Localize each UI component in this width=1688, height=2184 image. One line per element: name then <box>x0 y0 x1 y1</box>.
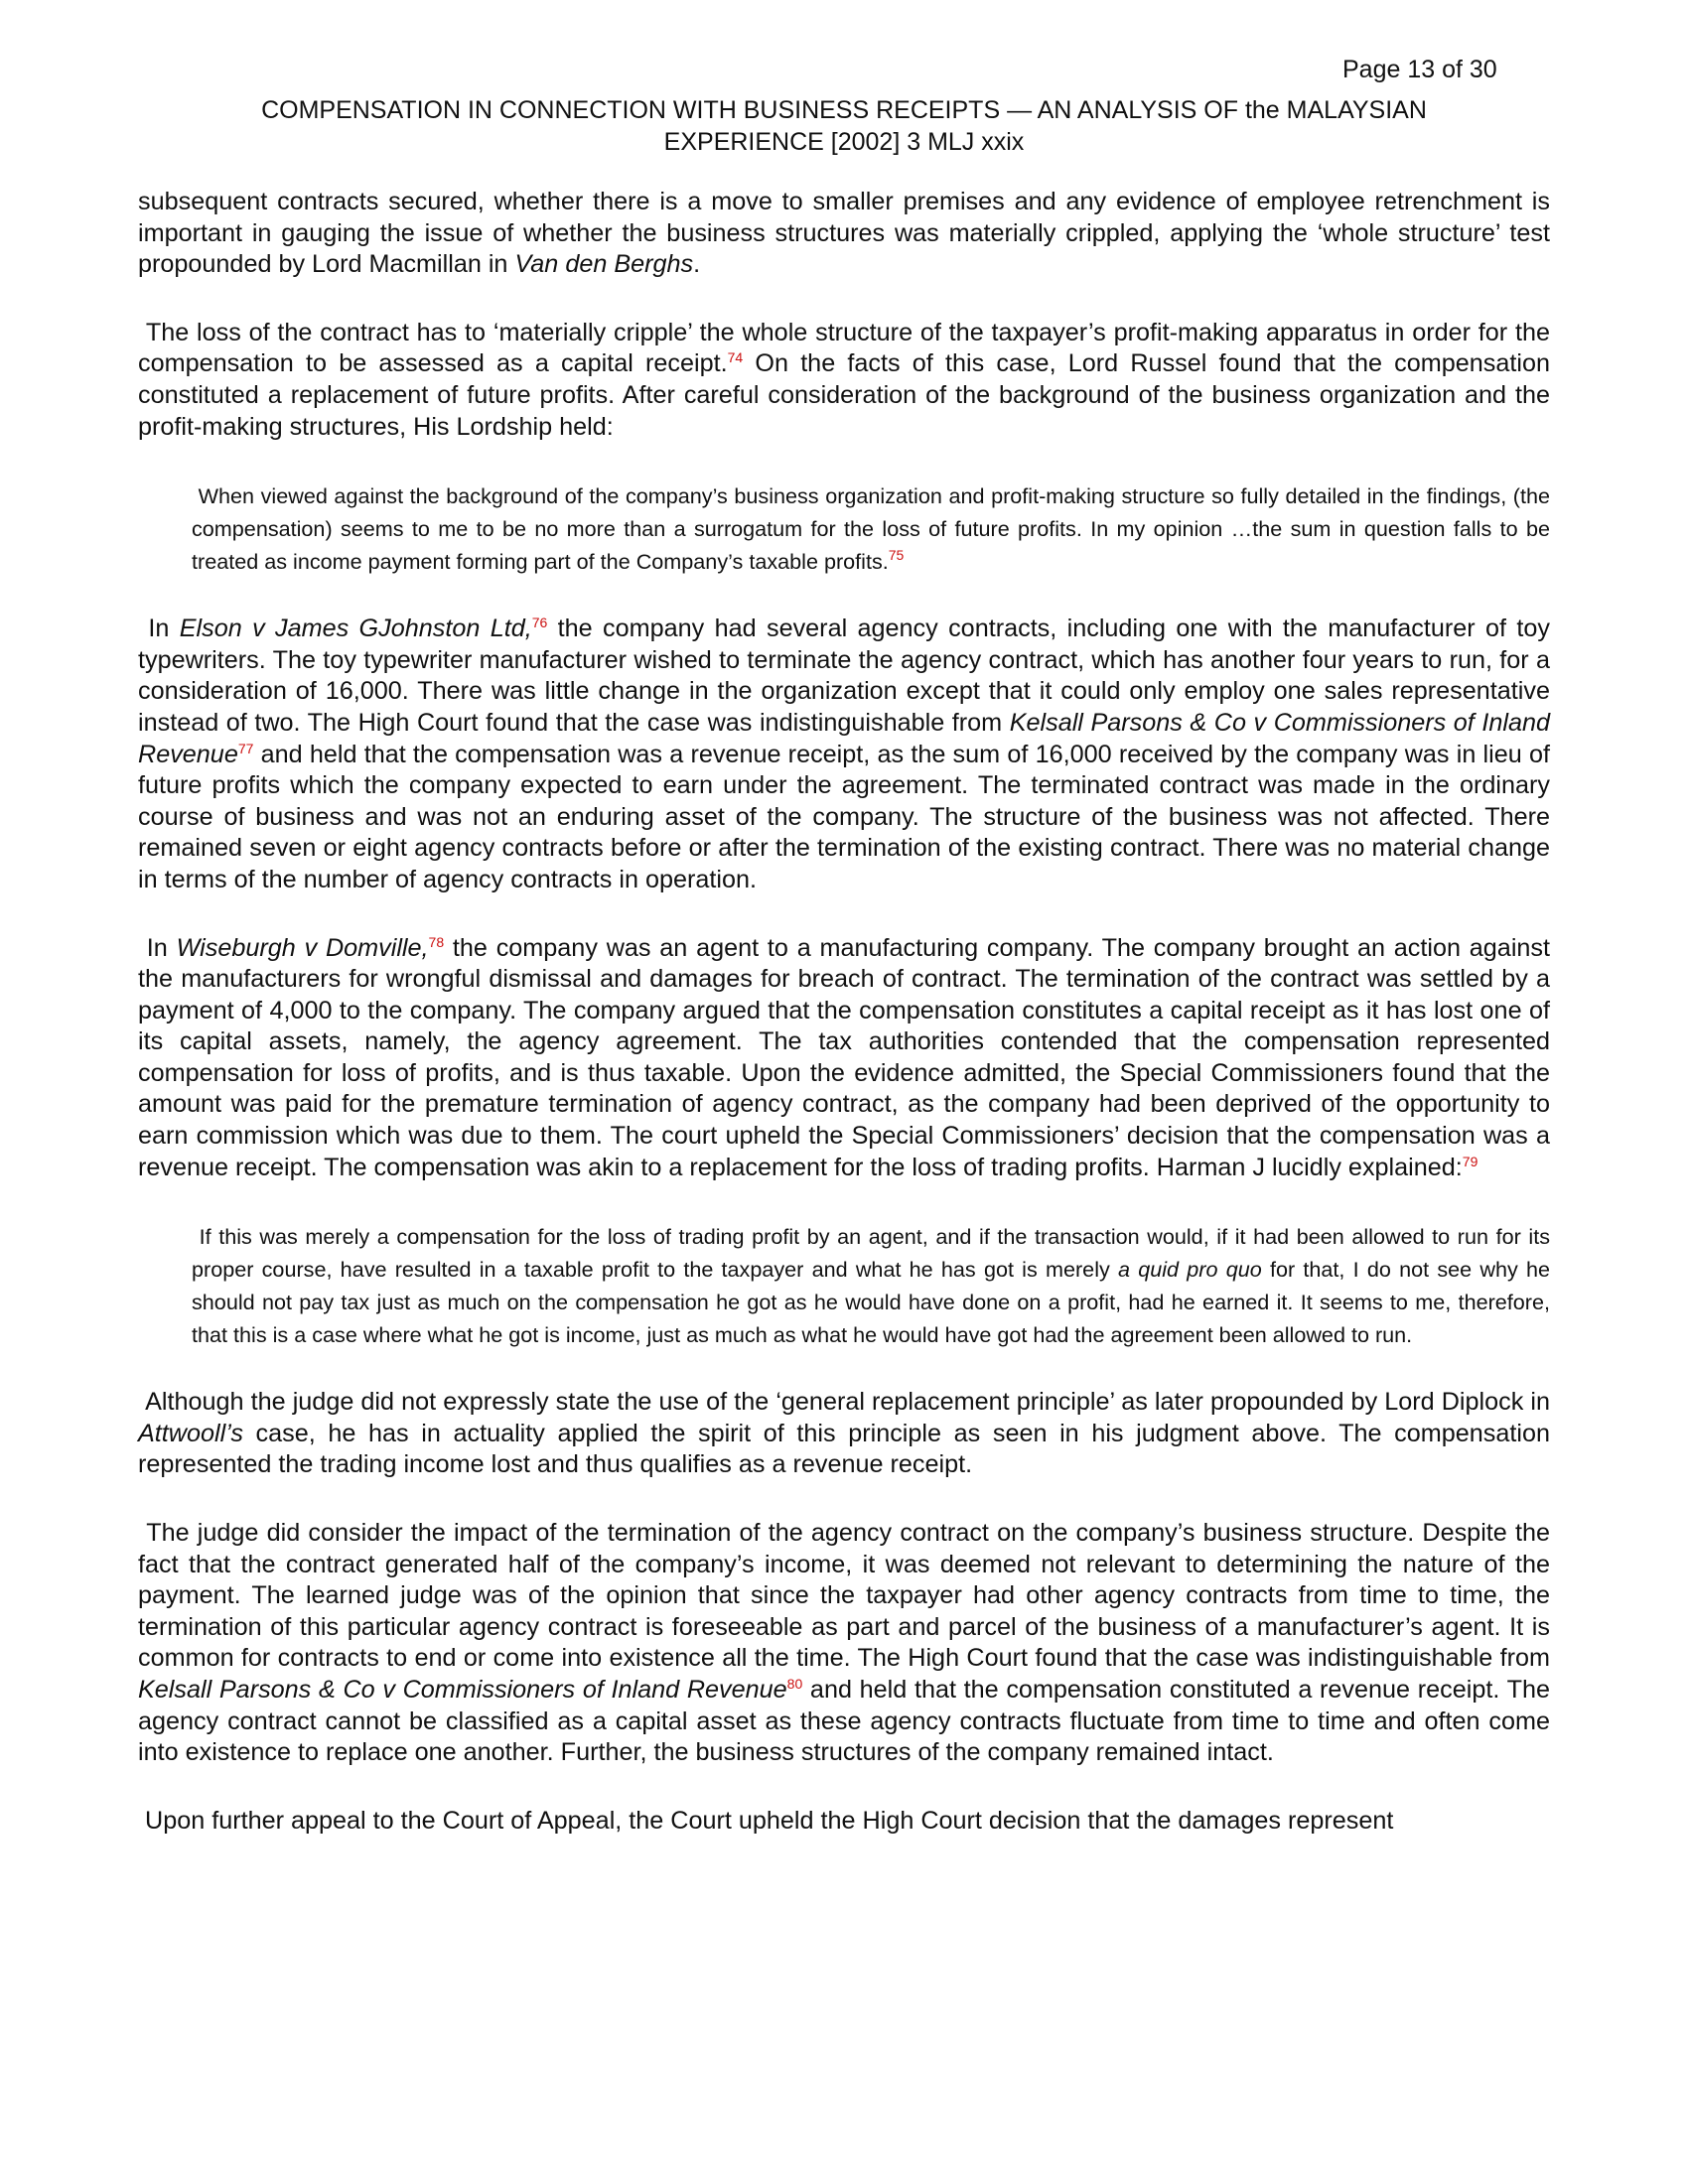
text: Although the judge did not expressly state the use of the ‘general replacement principle’ as later propounded by Lord Diplock in <box>145 1388 1551 1417</box>
footnote-marker-78[interactable]: 78 <box>428 933 445 950</box>
text: and held that the compensation was a revenue receipt, as the sum of 16,000 received by the company was in lieu of future profits which the company expected to earn under the agreement. The terminated contract was made in the ordinary course of business and was not an enduring asset of the company. The structure of the business was not affected. There remained seven or eight agency contracts before or after the termination of the existing contract. There was no material change in terms of the number of agency contracts in operation. <box>138 740 1550 893</box>
running-header <box>139 94 1549 158</box>
footnote-marker-76[interactable]: 76 <box>531 614 548 631</box>
paragraph-4 <box>138 933 1550 1184</box>
paragraph-2 <box>138 318 1550 443</box>
case-name: Kelsall Parsons & Co v Commissioners of Inland Revenue <box>138 708 1550 768</box>
text: In <box>148 614 180 643</box>
text: . <box>693 250 701 279</box>
case-name: Kelsall Parsons & Co v Commissioners of Inland Revenue <box>138 1676 787 1704</box>
text: Upon further appeal to the Court of Appeal, the Court upheld the High Court decision that the damages represent <box>145 1806 1394 1835</box>
header-title-line-1: COMPENSATION IN CONNECTION WITH BUSINESS RECEIPTS — AN ANALYSIS OF the MALAYSIAN <box>261 96 1427 124</box>
text: case, he has in actuality applied the spirit of this principle as seen in his judgment above. The compensation represented the trading income lost and thus qualifies as a revenue receipt. <box>138 1419 1550 1479</box>
text: the company had several agency contracts, including one with the manufacturer of toy typewriters. The toy typewriter manufacturer wished to terminate the agency contract, which has another four years to run, for a consideration of 16,000. There was little change in the organization except that it could only employ one sales representative instead of two. The High Court found that the case was indistinguishable from <box>138 614 1550 737</box>
text: In <box>146 933 177 962</box>
paragraph-3 <box>138 614 1550 895</box>
case-name: Van den Berghs <box>514 250 694 279</box>
page-number: Page 13 of 30 <box>1342 56 1497 83</box>
paragraph-7 <box>138 1806 1550 1838</box>
paragraph-6 <box>138 1518 1550 1769</box>
text: On the facts of this case, Lord Russel found that the compensation constituted a replacement of future profits. After careful consideration of the background of the business organization and the profit-making structures, His Lordship held: <box>138 349 1551 441</box>
block-quote-1 <box>138 479 1550 578</box>
quote-text: for that, I do not see why he should not pay tax just as much on the compensation he got as he would have done on a profit, had he earned it. It seems to me, therefore, that this is a case where what he got is income, just as much as what he would have got had the agreement been allowed to run. <box>192 1257 1550 1348</box>
paragraph-1 <box>138 187 1550 281</box>
case-name: Elson v James GJohnston Ltd, <box>179 614 532 643</box>
latin-phrase: a quid pro quo <box>1118 1257 1262 1283</box>
text: the company was an agent to a manufacturing company. The company brought an action against the manufacturers for wrongful dismissal and damages for breach of contract. The termination of the contract was settled by a payment of 4,000 to the company. The company argued that the compensation constitutes a capital receipt as it has lost one of its capital assets, namely, the agency agreement. The tax authorities contended that the compensation represented compensation for loss of profits, and is thus taxable. Upon the evidence admitted, the Special Commissioners found that the amount was paid for the premature termination of agency contract, as the company had been deprived of the opportunity to earn commission which was due to them. The court upheld the Special Commissioners’ decision that the compensation was a revenue receipt. The compensation was akin to a replacement for the loss of trading profits. Harman J lucidly explained: <box>138 933 1551 1181</box>
text: and held that the compensation constituted a revenue receipt. The agency contract cannot be classified as a capital asset as these agency contracts fluctuate from time to time and often come into existence to replace one another. Further, the business structures of the company remained intact. <box>138 1676 1550 1767</box>
text: subsequent contracts secured, whether there is a move to smaller premises and any evidence of employee retrenchment is important in gauging the issue of whether the business structures was materially crippled, applying the ‘whole structure’ test propounded by Lord Macmillan in <box>138 188 1550 279</box>
case-name: Attwooll’s <box>138 1419 243 1447</box>
paragraph-5 <box>138 1387 1550 1481</box>
footnote-marker-80[interactable]: 80 <box>786 1676 803 1692</box>
footnote-marker-79[interactable]: 79 <box>1462 1153 1478 1169</box>
quote-text: When viewed against the background of the company’s business organization and profit-making structure so fully detailed in the findings, (the compensation) seems to me to be no more than a surrogatum for the loss of future profits. In my opinion …the sum in question falls to be treated as income payment forming part of the Company’s taxable profits. <box>192 483 1550 575</box>
quote-text: If this was merely a compensation for the loss of trading profit by an agent, and if the transaction would, if it had been allowed to run for its proper course, have resulted in a taxable profit to the taxpayer and what he has got is merely <box>192 1224 1551 1283</box>
case-name: Wiseburgh v Domville, <box>176 933 429 962</box>
text: The loss of the contract has to ‘materially cripple’ the whole structure of the taxpayer’s profit-making apparatus in order for the compensation to be assessed as a capital receipt. <box>138 318 1550 378</box>
document-body <box>138 187 1550 1873</box>
block-quote-2 <box>138 1220 1550 1351</box>
footnote-marker-77[interactable]: 77 <box>237 740 254 756</box>
text: The judge did consider the impact of the termination of the agency contract on the company’s business structure. Despite the fact that the contract generated half of the company’s income, it was deemed not relevant to determining the nature of the payment. The learned judge was of the opinion that since the taxpayer had other agency contracts from time to time, the termination of this particular agency contract is foreseeable as part and parcel of the business of a manufacturer’s agent. It is common for contracts to end or come into existence all the time. The High Court found that the case was indistinguishable from <box>138 1519 1550 1673</box>
header-title-line-2: EXPERIENCE [2002] 3 MLJ xxix <box>663 128 1025 156</box>
footnote-marker-75[interactable]: 75 <box>888 547 905 564</box>
footnote-marker-74[interactable]: 74 <box>727 349 744 366</box>
